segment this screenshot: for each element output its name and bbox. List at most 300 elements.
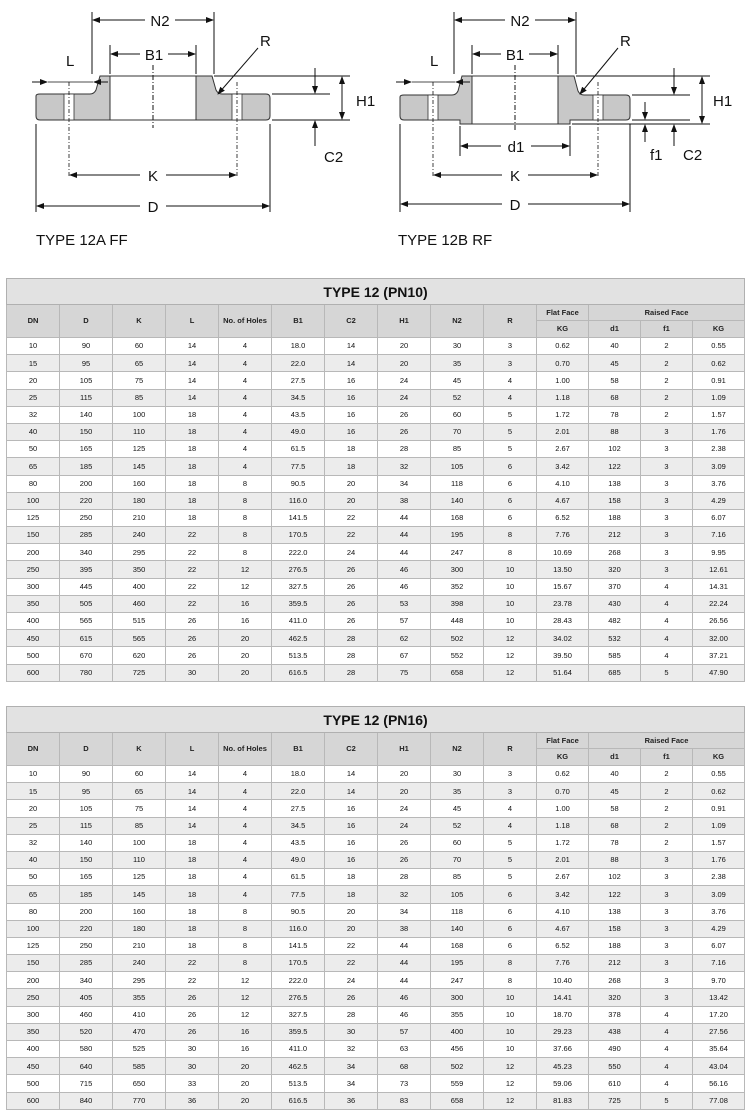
table-cell: 44: [378, 955, 431, 972]
table-cell: 36: [166, 1092, 219, 1109]
table-cell: 46: [378, 1006, 431, 1023]
table-cell: 3.76: [693, 475, 745, 492]
table-cell: 6: [484, 920, 537, 937]
table-cell: 247: [431, 544, 484, 561]
table-cell: 4: [219, 423, 272, 440]
table-cell: 145: [113, 458, 166, 475]
table-cell: 34.5: [272, 389, 325, 406]
table-cell: 658: [431, 664, 484, 681]
table-cell: 502: [431, 630, 484, 647]
table-cell: 59.06: [537, 1075, 589, 1092]
table-cell: 1.09: [693, 389, 745, 406]
table-cell: 150: [7, 955, 60, 972]
table-cell: 14.41: [537, 989, 589, 1006]
table-cell: 4: [219, 834, 272, 851]
table-row: [7, 613, 745, 630]
table-cell: 20: [325, 475, 378, 492]
table-cell: 7.76: [537, 955, 589, 972]
table-cell: 3.42: [537, 458, 589, 475]
table-cell: 1.00: [537, 372, 589, 389]
type-12b-rf-drawing: [396, 10, 732, 249]
table-row: [7, 989, 745, 1006]
table-cell: 122: [589, 458, 641, 475]
table-cell: 40: [589, 338, 641, 355]
col-raised-face: Raised Face: [589, 305, 745, 321]
table-cell: 26: [325, 578, 378, 595]
table-cell: 2: [641, 389, 693, 406]
table-cell: 1.57: [693, 834, 745, 851]
table-cell: 6.52: [537, 509, 589, 526]
table-cell: 160: [113, 903, 166, 920]
label-h1-right: H1: [713, 93, 733, 110]
table-cell: 33: [166, 1075, 219, 1092]
table-cell: 18: [166, 406, 219, 423]
table-cell: 405: [60, 989, 113, 1006]
table-cell: 78: [589, 834, 641, 851]
col-c2: C2: [325, 305, 378, 338]
table-cell: 30: [325, 1023, 378, 1040]
table-cell: 26: [325, 561, 378, 578]
table-row: [7, 492, 745, 509]
table-cell: 32.00: [693, 630, 745, 647]
table-cell: 840: [60, 1092, 113, 1109]
table-cell: 0.91: [693, 372, 745, 389]
table-cell: 1.57: [693, 406, 745, 423]
table-cell: 26: [166, 989, 219, 1006]
table-cell: 460: [60, 1006, 113, 1023]
table-cell: 300: [7, 578, 60, 595]
table-cell: 3: [641, 989, 693, 1006]
table-cell: 3: [641, 527, 693, 544]
table-cell: 16: [325, 372, 378, 389]
table-cell: 105: [60, 800, 113, 817]
table-cell: 285: [60, 527, 113, 544]
table-cell: 15: [7, 355, 60, 372]
col-flat-kg: KG: [537, 749, 589, 766]
table-cell: 462.5: [272, 630, 325, 647]
table-row: [7, 578, 745, 595]
table-cell: 0.70: [537, 783, 589, 800]
table-cell: 0.62: [537, 766, 589, 783]
col-k: K: [113, 733, 166, 766]
table-cell: 14: [166, 389, 219, 406]
table-cell: 4: [219, 458, 272, 475]
table-cell: 770: [113, 1092, 166, 1109]
table-cell: 250: [60, 937, 113, 954]
table-cell: 3: [641, 561, 693, 578]
table-cell: 13.42: [693, 989, 745, 1006]
table-cell: 50: [7, 869, 60, 886]
table-cell: 585: [113, 1058, 166, 1075]
table-cell: 20: [219, 647, 272, 664]
table-cell: 62: [378, 630, 431, 647]
table-cell: 138: [589, 475, 641, 492]
table-cell: 725: [113, 664, 166, 681]
table-cell: 359.5: [272, 1023, 325, 1040]
table-cell: 4: [641, 578, 693, 595]
table-cell: 370: [589, 578, 641, 595]
table-cell: 482: [589, 613, 641, 630]
table-cell: 16: [219, 613, 272, 630]
table-cell: 513.5: [272, 1075, 325, 1092]
table-cell: 4: [219, 783, 272, 800]
table-cell: 320: [589, 561, 641, 578]
table-cell: 46: [378, 578, 431, 595]
table-cell: 4.67: [537, 492, 589, 509]
table-row: [7, 647, 745, 664]
table-cell: 2.67: [537, 441, 589, 458]
table-cell: 4: [219, 800, 272, 817]
table-row: [7, 355, 745, 372]
table-cell: 77.08: [693, 1092, 745, 1109]
table-cell: 10: [484, 1041, 537, 1058]
table-cell: 20: [378, 766, 431, 783]
table-cell: 6.07: [693, 937, 745, 954]
table-cell: 210: [113, 937, 166, 954]
table-cell: 4: [219, 886, 272, 903]
table-cell: 220: [60, 492, 113, 509]
table-cell: 3: [641, 441, 693, 458]
table-cell: 140: [431, 492, 484, 509]
table-cell: 45.23: [537, 1058, 589, 1075]
table-cell: 378: [589, 1006, 641, 1023]
col-n2: N2: [431, 305, 484, 338]
table-cell: 12: [484, 1058, 537, 1075]
table-cell: 25: [7, 817, 60, 834]
table-cell: 20: [378, 338, 431, 355]
table-cell: 350: [7, 1023, 60, 1040]
table-cell: 250: [7, 989, 60, 1006]
table-cell: 2: [641, 766, 693, 783]
table-cell: 3.76: [693, 903, 745, 920]
dimension-table-pn10: [6, 278, 745, 682]
table-cell: 188: [589, 937, 641, 954]
table-cell: 5: [484, 834, 537, 851]
table-cell: 81.83: [537, 1092, 589, 1109]
table-cell: 20: [219, 1075, 272, 1092]
table-cell: 26: [378, 423, 431, 440]
table-cell: 40: [7, 851, 60, 868]
label-r-right: R: [620, 33, 631, 50]
table-body-pn10: [7, 338, 745, 682]
table-cell: 37.21: [693, 647, 745, 664]
table-cell: 4.10: [537, 903, 589, 920]
table-cell: 32: [325, 1041, 378, 1058]
table-cell: 5: [484, 423, 537, 440]
table-row: [7, 475, 745, 492]
table-cell: 78: [589, 406, 641, 423]
table-cell: 22.0: [272, 783, 325, 800]
col-f1: f1: [641, 749, 693, 766]
table-cell: 141.5: [272, 937, 325, 954]
table-cell: 44: [378, 527, 431, 544]
table-cell: 32: [7, 834, 60, 851]
table-cell: 14.31: [693, 578, 745, 595]
col-h1: H1: [378, 305, 431, 338]
label-c2-left: C2: [324, 149, 344, 166]
table-cell: 4: [219, 817, 272, 834]
col-k: K: [113, 305, 166, 338]
table-cell: 515: [113, 613, 166, 630]
table-cell: 26: [378, 406, 431, 423]
table-cell: 1.72: [537, 834, 589, 851]
table-cell: 12: [484, 630, 537, 647]
table-cell: 24: [378, 800, 431, 817]
col-r: R: [484, 305, 537, 338]
table-cell: 180: [113, 492, 166, 509]
table-cell: 26.56: [693, 613, 745, 630]
table-cell: 185: [60, 458, 113, 475]
table-cell: 8: [219, 509, 272, 526]
table-cell: 400: [431, 1023, 484, 1040]
table-cell: 28: [325, 664, 378, 681]
table-cell: 250: [60, 509, 113, 526]
table-cell: 27.56: [693, 1023, 745, 1040]
table-cell: 105: [431, 886, 484, 903]
table-cell: 502: [431, 1058, 484, 1075]
table-cell: 462.5: [272, 1058, 325, 1075]
table-cell: 50: [7, 441, 60, 458]
table-cell: 295: [113, 544, 166, 561]
table-cell: 2: [641, 372, 693, 389]
table-cell: 658: [431, 1092, 484, 1109]
table-cell: 18: [325, 886, 378, 903]
table-cell: 188: [589, 509, 641, 526]
table-cell: 12: [484, 647, 537, 664]
table-cell: 60: [431, 834, 484, 851]
table-cell: 4: [219, 766, 272, 783]
table-row: [7, 389, 745, 406]
table-cell: 102: [589, 869, 641, 886]
table-cell: 352: [431, 578, 484, 595]
table-cell: 22: [325, 955, 378, 972]
table-cell: 2.38: [693, 441, 745, 458]
table-cell: 45: [589, 355, 641, 372]
table-cell: 180: [113, 920, 166, 937]
table-cell: 18: [166, 492, 219, 509]
table-cell: 28.43: [537, 613, 589, 630]
table-cell: 1.18: [537, 389, 589, 406]
table-cell: 6: [484, 937, 537, 954]
table-cell: 6: [484, 509, 537, 526]
table-row: [7, 800, 745, 817]
table-cell: 7.16: [693, 955, 745, 972]
table-cell: 115: [60, 389, 113, 406]
table-cell: 24: [378, 372, 431, 389]
table-cell: 4: [641, 1058, 693, 1075]
table-cell: 500: [7, 1075, 60, 1092]
table-cell: 12: [219, 561, 272, 578]
table-cell: 168: [431, 937, 484, 954]
table-cell: 158: [589, 492, 641, 509]
table-row: [7, 937, 745, 954]
table-row: [7, 869, 745, 886]
table-cell: 12: [219, 1006, 272, 1023]
table-cell: 2.67: [537, 869, 589, 886]
table-cell: 6.07: [693, 509, 745, 526]
table-cell: 20: [325, 903, 378, 920]
table-cell: 18: [166, 851, 219, 868]
table-cell: 17.20: [693, 1006, 745, 1023]
table-cell: 26: [325, 613, 378, 630]
table-cell: 6: [484, 886, 537, 903]
table-cell: 327.5: [272, 578, 325, 595]
table-cell: 12: [219, 578, 272, 595]
table-cell: 4: [641, 613, 693, 630]
table-cell: 34: [325, 1058, 378, 1075]
table-cell: 24: [378, 817, 431, 834]
table-cell: 20: [219, 630, 272, 647]
table-cell: 122: [589, 886, 641, 903]
col-c2: C2: [325, 733, 378, 766]
table-row: [7, 972, 745, 989]
table-cell: 2: [641, 406, 693, 423]
col-dn: DN: [7, 733, 60, 766]
table-cell: 4: [219, 406, 272, 423]
table-cell: 70: [431, 851, 484, 868]
table-cell: 26: [166, 1006, 219, 1023]
table-cell: 105: [60, 372, 113, 389]
table-cell: 4: [484, 372, 537, 389]
table-cell: 200: [7, 544, 60, 561]
col-d: D: [60, 733, 113, 766]
table-cell: 8: [484, 972, 537, 989]
table-cell: 67: [378, 647, 431, 664]
table-cell: 276.5: [272, 989, 325, 1006]
table-cell: 20: [325, 492, 378, 509]
table-cell: 158: [589, 920, 641, 937]
table-cell: 10.40: [537, 972, 589, 989]
table-cell: 68: [589, 389, 641, 406]
table-cell: 100: [7, 920, 60, 937]
table-cell: 395: [60, 561, 113, 578]
table-row: [7, 338, 745, 355]
table-cell: 200: [60, 475, 113, 492]
table-cell: 6: [484, 492, 537, 509]
table-cell: 10: [7, 766, 60, 783]
table-row: [7, 458, 745, 475]
table-cell: 140: [60, 834, 113, 851]
table-cell: 3.09: [693, 886, 745, 903]
table-cell: 18: [166, 834, 219, 851]
table-cell: 24: [325, 544, 378, 561]
table-cell: 68: [589, 817, 641, 834]
table-cell: 16: [325, 800, 378, 817]
table-cell: 140: [60, 406, 113, 423]
table-cell: 45: [431, 372, 484, 389]
table-cell: 18: [166, 920, 219, 937]
table-cell: 8: [219, 937, 272, 954]
table-cell: 45: [589, 783, 641, 800]
label-d-left: D: [147, 199, 159, 216]
table-cell: 3: [484, 338, 537, 355]
table-cell: 28: [325, 1006, 378, 1023]
table-cell: 3: [641, 509, 693, 526]
table-cell: 30: [166, 1041, 219, 1058]
table-cell: 300: [431, 989, 484, 1006]
table-cell: 14: [166, 817, 219, 834]
table-cell: 448: [431, 613, 484, 630]
table-cell: 16: [219, 595, 272, 612]
table-cell: 222.0: [272, 972, 325, 989]
table-cell: 10: [484, 561, 537, 578]
table-cell: 118: [431, 475, 484, 492]
col-f1: f1: [641, 321, 693, 338]
table-cell: 505: [60, 595, 113, 612]
table-cell: 600: [7, 1092, 60, 1109]
table-cell: 715: [60, 1075, 113, 1092]
table-cell: 438: [589, 1023, 641, 1040]
table-cell: 456: [431, 1041, 484, 1058]
table-cell: 10: [484, 613, 537, 630]
table-cell: 0.62: [693, 783, 745, 800]
table-row: [7, 1023, 745, 1040]
table-row: [7, 1006, 745, 1023]
table-cell: 22: [325, 509, 378, 526]
table-cell: 0.91: [693, 800, 745, 817]
label-r-left: R: [260, 33, 271, 50]
table-row: [7, 595, 745, 612]
table-cell: 300: [431, 561, 484, 578]
table-cell: 150: [7, 527, 60, 544]
table-cell: 18: [325, 869, 378, 886]
table-cell: 34: [378, 475, 431, 492]
table-cell: 9.95: [693, 544, 745, 561]
table-cell: 4: [641, 647, 693, 664]
table-row: [7, 783, 745, 800]
table-cell: 320: [589, 989, 641, 1006]
table-body-pn16: [7, 766, 745, 1110]
table-cell: 16: [325, 406, 378, 423]
table-cell: 68: [378, 1058, 431, 1075]
table-cell: 85: [431, 869, 484, 886]
col-flat-face: Flat Face: [537, 305, 589, 321]
table-cell: 3.42: [537, 886, 589, 903]
table-cell: 22: [166, 561, 219, 578]
table-cell: 3: [484, 355, 537, 372]
table-cell: 445: [60, 578, 113, 595]
table-cell: 513.5: [272, 647, 325, 664]
table-cell: 46: [378, 561, 431, 578]
table-cell: 16: [325, 834, 378, 851]
table-cell: 10: [484, 595, 537, 612]
col-d1: d1: [589, 321, 641, 338]
table-cell: 2: [641, 355, 693, 372]
type-12a-ff-drawing: [32, 10, 375, 249]
table-cell: 40: [7, 423, 60, 440]
table-cell: 100: [7, 492, 60, 509]
table-cell: 150: [60, 423, 113, 440]
table-cell: 140: [431, 920, 484, 937]
table-cell: 22: [166, 955, 219, 972]
table-cell: 355: [431, 1006, 484, 1023]
table-cell: 18.70: [537, 1006, 589, 1023]
table-row: [7, 766, 745, 783]
table-cell: 90.5: [272, 903, 325, 920]
table-cell: 410: [113, 1006, 166, 1023]
col-l: L: [166, 733, 219, 766]
label-n2-left: N2: [150, 13, 170, 30]
table-cell: 10: [484, 989, 537, 1006]
label-d-right: D: [509, 197, 521, 214]
table-cell: 49.0: [272, 423, 325, 440]
table-cell: 400: [113, 578, 166, 595]
table-cell: 450: [7, 630, 60, 647]
table-cell: 4: [484, 389, 537, 406]
table-cell: 3: [484, 766, 537, 783]
col-dn: DN: [7, 305, 60, 338]
table-cell: 3: [484, 783, 537, 800]
